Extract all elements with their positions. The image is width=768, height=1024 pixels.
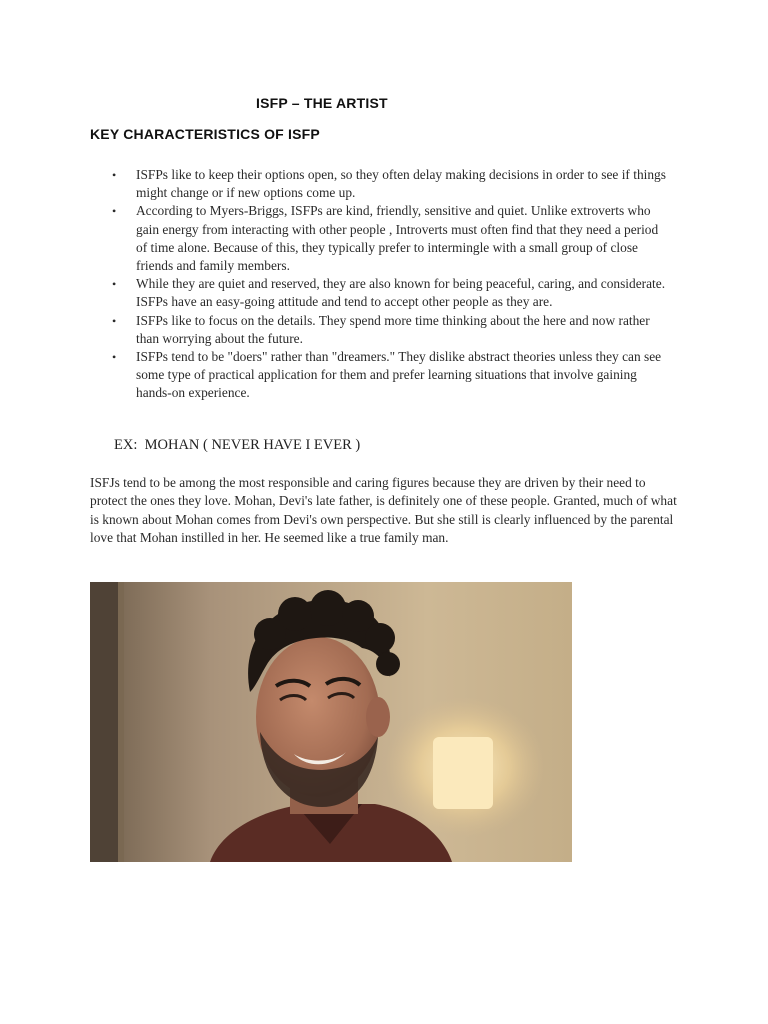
bullet-icon: • — [112, 204, 117, 219]
list-item-text: While they are quiet and reserved, they are also known for being peaceful, caring, and considerate. ISFPs have an easy-going attitude and tend to accept other people as they are. — [136, 276, 666, 310]
document-title: ISFP – THE ARTIST — [256, 95, 388, 111]
bullet-icon: • — [112, 168, 117, 182]
section-heading: KEY CHARACTERISTICS OF ISFP — [90, 126, 320, 142]
list-item — [90, 312, 670, 348]
body-paragraph: ISFJs tend to be among the most responsible and caring figures because they are driven by their need to protect the ones they love. Mohan, Devi's late father, is definitely one of these people. Granted, much of what is known about Mohan comes from Devi's own perspective. But she still is clearly influenced by the parental love that Mohan instilled in her. He seemed like a true family man. — [90, 475, 677, 545]
portrait-photo — [90, 582, 572, 862]
list-item — [90, 202, 670, 275]
bullet-icon: • — [112, 313, 117, 328]
list-item-text: According to Myers-Briggs, ISFPs are kind, friendly, sensitive and quiet. Unlike extroverts who gain energy from interacting with other people , Introverts must often find that they need a period of time alone. Because of this, they typically prefer to intermingle with a small group of close friends and family members. — [136, 203, 659, 274]
example-line: EX: MOHAN ( NEVER HAVE I EVER ) — [114, 437, 361, 453]
bullet-icon: • — [112, 350, 117, 365]
list-item — [90, 166, 670, 202]
list-item — [90, 348, 670, 403]
portrait-photo-icon — [90, 582, 572, 862]
characteristics-list — [90, 166, 670, 403]
list-item-text: ISFPs tend to be "doers" rather than "dreamers." They dislike abstract theories unless they can see some type of practical application for them and prefer learning situations that involve gaining hands-on experience. — [136, 349, 662, 401]
list-item-text: ISFPs like to keep their options open, so they often delay making decisions in order to see if things might change or if new options come up. — [136, 167, 666, 201]
list-item-text: ISFPs like to focus on the details. They spend more time thinking about the here and now rather than worrying about the future. — [136, 312, 650, 346]
list-item — [90, 275, 670, 311]
bullet-icon: • — [112, 277, 117, 292]
